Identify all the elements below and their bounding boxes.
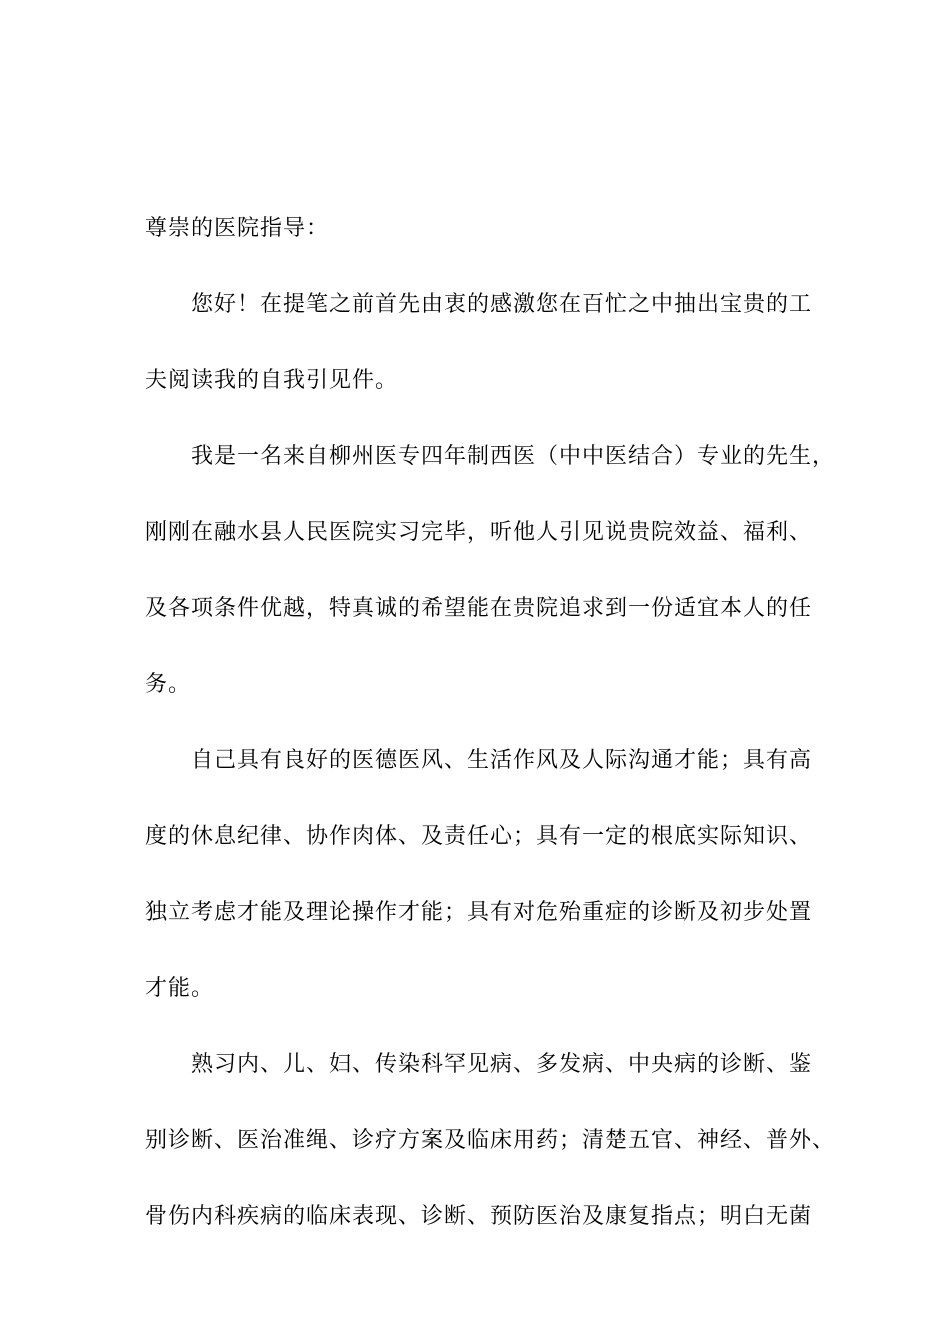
paragraph-3-line-1: 自己具有良好的医德医风、生活作风及人际沟通才能；具有高 bbox=[191, 748, 813, 773]
paragraph-4-line-3: 骨伤内科疾病的临床表现、诊断、预防医治及康复指点；明白无菌 bbox=[145, 1204, 813, 1229]
paragraph-4-line-1: 熟习内、儿、妇、传染科罕见病、多发病、中央病的诊断、鉴 bbox=[191, 1052, 813, 1077]
paragraph-1-line-1: 您好！在提笔之前首先由衷的感激您在百忙之中抽出宝贵的工 bbox=[191, 292, 813, 317]
paragraph-1-line-2: 夫阅读我的自我引见件。 bbox=[145, 368, 399, 393]
paragraph-2-line-1: 我是一名来自柳州医专四年制西医（中中医结合）专业的先生， bbox=[191, 444, 836, 469]
paragraph-2-line-4: 务。 bbox=[145, 672, 192, 697]
paragraph-4-line-2: 别诊断、医治准绳、诊疗方案及临床用药；清楚五官、神经、普外、 bbox=[145, 1128, 836, 1153]
paragraph-3-line-3: 独立考虑才能及理论操作才能；具有对危殆重症的诊断及初步处置 bbox=[145, 900, 813, 925]
letter-body bbox=[145, 207, 836, 1271]
paragraph-2-line-2: 刚刚在融水县人民医院实习完毕，听他人引见说贵院效益、福利、 bbox=[145, 520, 813, 545]
paragraph-3-line-4: 才能。 bbox=[145, 976, 215, 1001]
salutation-line: 尊崇的医院指导： bbox=[145, 216, 330, 241]
paragraph-3-line-2: 度的休息纪律、协作肉体、及责任心；具有一定的根底实际知识、 bbox=[145, 824, 813, 849]
paragraph-2-line-3: 及各项条件优越，特真诚的希望能在贵院追求到一份适宜本人的任 bbox=[145, 596, 813, 621]
